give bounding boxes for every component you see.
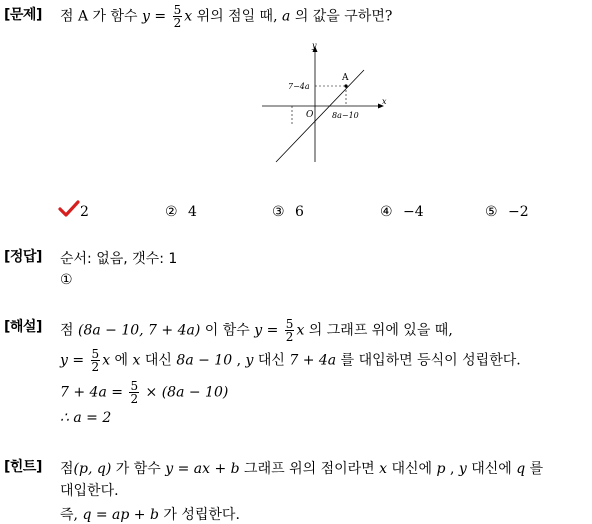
text: 가 함수 xyxy=(115,461,161,477)
var-y: y xyxy=(245,352,254,369)
fn-var: x xyxy=(296,322,305,339)
text: 이 함수 xyxy=(204,322,250,339)
fraction-denominator: 2 xyxy=(173,16,182,30)
text: 그래프 위의 점이라면 xyxy=(244,461,375,477)
checkmark-icon xyxy=(58,200,80,218)
fraction-denominator: 2 xyxy=(130,392,139,406)
choice-4[interactable] xyxy=(380,204,424,220)
choice-2[interactable] xyxy=(165,204,197,220)
choice-3-value: 6 xyxy=(295,204,304,220)
hint-line-3 xyxy=(60,504,240,524)
fn-expr: y = ax + b xyxy=(165,461,240,477)
hint-line-2: 대입한다. xyxy=(60,483,119,499)
expr: 8a − 10 xyxy=(176,352,233,369)
explanation-line-1 xyxy=(60,318,453,343)
hint-line-1 xyxy=(60,458,543,478)
choice-2-value: 4 xyxy=(188,204,197,220)
problem-post: 위의 점일 때, xyxy=(196,8,278,25)
problem-fn-lhs: y = xyxy=(142,8,167,25)
answer-meta: 순서: 없음, 갯수: 1 xyxy=(60,251,178,267)
choice-5[interactable] xyxy=(485,204,529,220)
explanation-line-3 xyxy=(60,380,228,405)
x-axis-label: x xyxy=(382,97,387,106)
text: 를 xyxy=(529,461,544,477)
hint-tag: [힌트] xyxy=(4,459,42,475)
point-expr: (8a − 10, 7 + 4a) xyxy=(77,322,201,339)
choice-3-mark: ③ xyxy=(272,204,285,220)
explanation-line-4 xyxy=(60,410,111,426)
fraction-numerator: 5 xyxy=(91,347,100,361)
text: 대신 xyxy=(144,352,172,369)
text: 가 성립한다. xyxy=(163,507,240,523)
fraction-numerator: 5 xyxy=(130,379,139,393)
point-a-label: A xyxy=(342,73,349,83)
problem-fraction xyxy=(173,4,183,29)
fn-var: x xyxy=(102,352,111,369)
origin-label: O xyxy=(306,110,314,120)
text: 대신 xyxy=(257,352,285,369)
text: , xyxy=(449,461,455,477)
problem-text xyxy=(60,4,392,29)
explanation-line-2 xyxy=(60,348,521,373)
choice-4-mark: ④ xyxy=(380,204,393,220)
var-y: y xyxy=(458,461,467,477)
x-value-label: 8a−10 xyxy=(332,111,359,120)
conclusion: ∴ a = 2 xyxy=(60,410,112,426)
text: 점 xyxy=(60,322,74,339)
problem-tag: [문제] xyxy=(4,7,42,23)
choice-4-value: −4 xyxy=(403,204,424,220)
fraction-numerator: 5 xyxy=(285,317,294,331)
text: 의 그래프 위에 있을 때, xyxy=(308,322,453,339)
text: 즉, xyxy=(60,507,78,523)
y-axis-label: y xyxy=(312,41,317,50)
text: 에 xyxy=(114,352,129,369)
eq-expr: q = ap + b xyxy=(82,507,159,523)
y-value-label: 7−4a xyxy=(288,82,310,91)
text: , xyxy=(236,352,242,369)
var-x: x xyxy=(379,461,388,477)
choice-1-value: 2 xyxy=(80,204,89,220)
fraction xyxy=(129,380,139,405)
fraction-denominator: 2 xyxy=(91,360,100,374)
choice-1[interactable] xyxy=(80,204,89,220)
text: 대신에 xyxy=(391,461,433,477)
expr: 7 + 4a xyxy=(289,352,337,369)
problem-fn-var: x xyxy=(184,8,193,25)
var-p: p xyxy=(436,461,446,477)
fraction xyxy=(91,348,101,373)
eq-rhs: × (8a − 10) xyxy=(145,384,229,401)
problem-post2: 의 값을 구하면? xyxy=(294,8,393,25)
eq-lhs: 7 + 4a = xyxy=(60,384,123,401)
fraction-denominator: 2 xyxy=(285,330,294,344)
var-x: x xyxy=(132,352,141,369)
answer-value xyxy=(60,272,73,288)
problem-var-a: a xyxy=(282,8,291,25)
coordinate-graph xyxy=(258,38,390,166)
choice-5-mark: ⑤ xyxy=(485,204,498,220)
answer-tag: [정답] xyxy=(4,249,42,265)
explanation-tag: [해설] xyxy=(4,319,42,335)
fn-lhs: y = xyxy=(254,322,279,339)
text: 점 xyxy=(60,461,74,477)
problem-pre: 점 A 가 함수 xyxy=(60,8,138,25)
text: 를 대입하면 등식이 성립한다. xyxy=(340,352,521,369)
fn-lhs: y = xyxy=(60,352,85,369)
text: 대신에 xyxy=(471,461,512,477)
var-q: q xyxy=(516,461,526,477)
choice-2-mark: ② xyxy=(165,204,178,220)
fraction xyxy=(285,318,295,343)
point-pq: (p, q) xyxy=(73,461,112,477)
point-a xyxy=(344,84,347,87)
choice-3[interactable] xyxy=(272,204,304,220)
choice-5-value: −2 xyxy=(508,204,529,220)
fraction-numerator: 5 xyxy=(173,3,182,17)
answer-mark: ① xyxy=(60,272,73,288)
